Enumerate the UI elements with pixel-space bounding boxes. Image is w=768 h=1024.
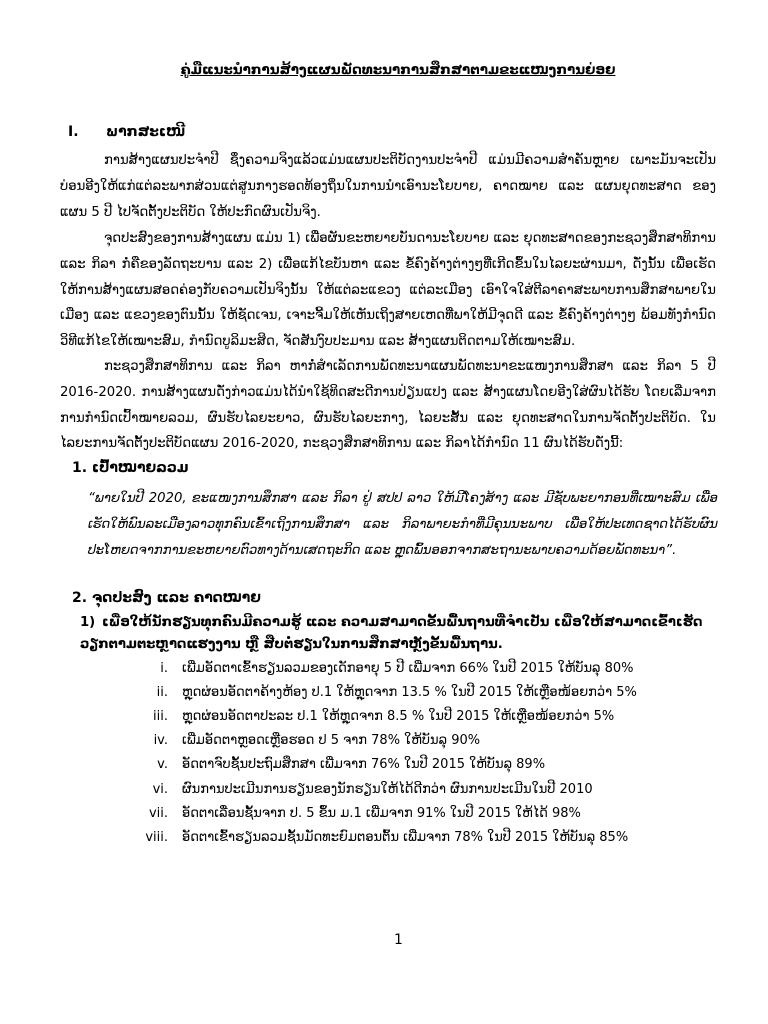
list-item-numeral: vi. (152, 781, 168, 797)
section-heading (68, 124, 185, 140)
list-item-text: ຫຼຸດຜ່ອນອັດຕາຄ້າງຫ້ອງ ປ.1 ໃຫ້ຫຼຸດຈາກ 13.5 % ໃນປີ 2015 ໃຫ້ເຫຼືອໜ້ອຍກວ່າ 5% (182, 684, 637, 700)
page-number: 1 (394, 932, 403, 948)
list-item-numeral: viii. (145, 829, 168, 845)
list-item-numeral: iii. (153, 708, 168, 724)
list-item-text: ຜົນການປະເມີນການຮຽນຂອງນັກຮຽນໃຫ້ໄດ້ດີກວ່າ ຜົນການປະເມີນໃນປີ 2010 (182, 781, 593, 797)
paragraph-3 (60, 354, 716, 457)
paragraph-1 (60, 148, 716, 225)
list-item-numeral: iv. (153, 733, 168, 749)
list-item-text: ອັດຕາເຂົ້າຮຽນລວມຊັ້ນມັດທະຍົມຕອນຕົ້ນ ເພີ່ມຈາກ 78% ໃນປີ 2015 ໃຫ້ບັນລຸ 85% (182, 829, 629, 845)
list-item-numeral: vii. (148, 805, 168, 821)
list-item (128, 801, 728, 825)
document-title: ຄູ່ມືແນະນຳການສ້າງແຜນພັດທະນາການສຶກສາຕາມຂະແໜງການຍ່ອຍ (180, 62, 616, 78)
paragraph-1-text: ການສ້າງແຜນປະຈຳປີ ຊຶ່ງຄວາມຈິງແລ້ວແມ່ນແຜນປະຕິບັດງານປະຈຳປີ ແມ່ນມີຄວາມສຳຄັນຫຼາຍ ເພາະມັນຈະເປັນບ່ອນອີງໃຫ້ແກ່ແຕ່ລະພາກສ່ວນແຕ່ສູນກາງຮອດທ້ອງຖິ່ນໃນການນຳເອົານະໂຍບາຍ, ຄາດໝາຍ ແລະ ແຜນຍຸດທະສາດ ຂອງແຜນ 5 ປີ ໄປຈັດຕັ້ງປະຕິບັດ ໃຫ້ປະກົດຜົນເປັນຈິງ. (60, 153, 716, 220)
list-item (128, 680, 728, 704)
list-item-numeral: ii. (156, 684, 168, 700)
target-list (128, 656, 728, 850)
list-item-text: ອັດຕາເລື່ອນຊັ້ນຈາກ ປ. 5 ຂຶ້ນ ມ.1 ເພີ່ມຈາກ 91% ໃນປີ 2015 ໃຫ້ໄດ້ 98% (182, 805, 581, 821)
list-item-text: ເພີ່ມອັດຕາເຂົ້າຮຽນລວມຂອງເດັກອາຍຸ 5 ປີ ເພີ່ມຈາກ 66% ໃນປີ 2015 ໃຫ້ບັນລຸ 80% (182, 660, 634, 676)
list-item-text: ຫຼຸດຜ່ອນອັດຕາປະລະ ປ.1 ໃຫ້ຫຼຸດຈາກ 8.5 % ໃນປີ 2015 ໃຫ້ເຫຼືອໜ້ອຍກວ່າ 5% (182, 708, 615, 724)
objective-text: ເພື່ອໃຫ້ນັກຮຽນທຸກຄົນມີຄວາມຮູ້ ແລະ ຄວາມສາມາດຂັ້ນພື້ນຖານທີ່ຈຳເປັນ ເພື່ອໃຫ້ສາມາດເຂົ້າເຮັດວຽກຕາມຕະຫຼາດແຮງງານ ຫຼື ສືບຕໍ່ຮຽນໃນການສຶກສາຫຼັງຂັ້ນພື້ນຖານ. (80, 615, 703, 652)
objective-number: 1) (80, 615, 96, 630)
section-number: I. (68, 124, 79, 140)
list-item (128, 729, 728, 753)
paragraph-2 (60, 226, 716, 355)
list-item (128, 825, 728, 849)
goal-quote: “ພາຍໃນປີ 2020, ຂະແໜງການສຶກສາ ແລະ ກິລາ ຢູ່ ສປປ ລາວ ໃຫ້ມີໂຄງສ້າງ ແລະ ມີຊັບພະຍາກອນທີ່ເໝາະສົມ ເພື່ອເຮັດໃຫ້ພົນລະເມືອງລາວທຸກຄົນເຂົ້າເຖິງການສຶກສາ ແລະ ກິລາພາຍະກຳທີ່ມີຄຸນນະພາບ ເພື່ອໃຫ້ປະເທດຊາດໄດ້ຮັບຜົນປະໂຫຍດຈາກການຂະຫຍາຍຕົວທາງດ້ານເສດຖະກິດ ແລະ ຫຼຸດພົ້ນອອກຈາກສະຖານະພາບຄວາມດ້ອຍພັດທະນາ”. (88, 491, 718, 558)
objectives-heading: 2. ຈຸດປະສົງ ແລະ ຄາດໝາຍ (72, 590, 261, 606)
list-item-text: ອັດຕາຈົບຊັ້ນປະຖົມສຶກສາ ເພີ່ມຈາກ 76% ໃນປີ 2015 ໃຫ້ບັນລຸ 89% (182, 757, 546, 773)
paragraph-3-text: ກະຊວງສຶກສາທິການ ແລະ ກິລາ ຫາກໍ່ສຳເລັດການພັດທະນາແຜນພັດທະນາຂະແໜງການສຶກສາ ແລະ ກິລາ 5 ປີ 2016-2020. ການສ້າງແຜນດັ່ງກ່າວແມ່ນໄດ້ນຳໃຊ້ທິດສະດີການປ່ຽນແປງ ແລະ ສ້າງແຜນໂດຍອີງໃສ່ຜົນໄດ້ຮັບ ໂດຍເລີ່ມຈາກການກຳນົດເປົ້າໝາຍລວມ, ຜົນຮັບໄລຍະຍາວ, ຜົນຮັບໄລຍະກາງ, ໄລຍະສັ້ນ ແລະ ຍຸດທະສາດໃນການຈັດຕັ້ງປະຕິບັດ. ໃນໄລຍະການຈັດຕັ້ງປະຕິບັດແຜນ 2016-2020, ກະຊວງສຶກສາທິການ ແລະ ກິລາໄດ້ກຳນົດ 11 ຜົນໄດ້ຮັບດັ່ງນີ້: (60, 359, 716, 452)
list-item (128, 777, 728, 801)
paragraph-2-text: ຈຸດປະສົງຂອງການສ້າງແຜນ ແມ່ນ 1) ເພື່ອຜັນຂະຫຍາຍບັນດານະໂຍບາຍ ແລະ ຍຸດທະສາດຂອງກະຊວງສຶກສາທິການ ແລະ ກິລາ ກໍ່ຄືຂອງລັດຖະບານ ແລະ 2) ເພື່ອແກ້ໄຂບັນຫາ ແລະ ຂໍ້ຄົງຄ້າງຕ່າງໆທີ່ເກີດຂຶ້ນໃນໄລຍະຜ່ານມາ, ດັ່ງນັ້ນ ເພື່ອເຮັດໃຫ້ການສ້າງແຜນສອດຄ່ອງກັບຄວາມເປັນຈິງນັ້ນ ໃຫ້ແຕ່ລະແຂວງ ແຕ່ລະເມືອງ ເອົາໃຈໃສ່ຕີລາຄາສະພາບການສຶກສາພາຍໃນເມືອງ ແລະ ແຂວງຂອງຕົນນັ້ນ ໃຫ້ຊັດເຈນ, ເຈາະຈີ້ມໃຫ້ເຫັນເຖິງສາຍເຫດທີ່ພາໃຫ້ມີຈຸດດີ ແລະ ຂໍ້ຄົງຄ້າງຕ່າງໆ ພ້ອມທັງກຳນົດວິທີແກ້ໄຂໃຫ້ເໝາະສົມ, ກຳນົດບູລິມະສິດ, ຈັດສັນງົບປະມານ ແລະ ສ້າງແຜນຕິດຕາມໃຫ້ເໝາະສົມ. (60, 231, 716, 350)
objective-1 (80, 612, 720, 656)
list-item (128, 704, 728, 728)
list-item (128, 656, 728, 680)
list-item-numeral: v. (157, 757, 168, 773)
goal-heading: 1. ເປົ້າໝາຍລວມ (72, 460, 189, 476)
list-item-text: ເພີ່ມອັດຕາຫຼອດເຫຼືອຮອດ ປ 5 ຈາກ 78% ໃຫ້ບັນລຸ 90% (182, 733, 481, 749)
list-item-numeral: i. (160, 660, 168, 676)
list-item (128, 753, 728, 777)
section-title: ພາກສະເໜີ (106, 124, 186, 140)
